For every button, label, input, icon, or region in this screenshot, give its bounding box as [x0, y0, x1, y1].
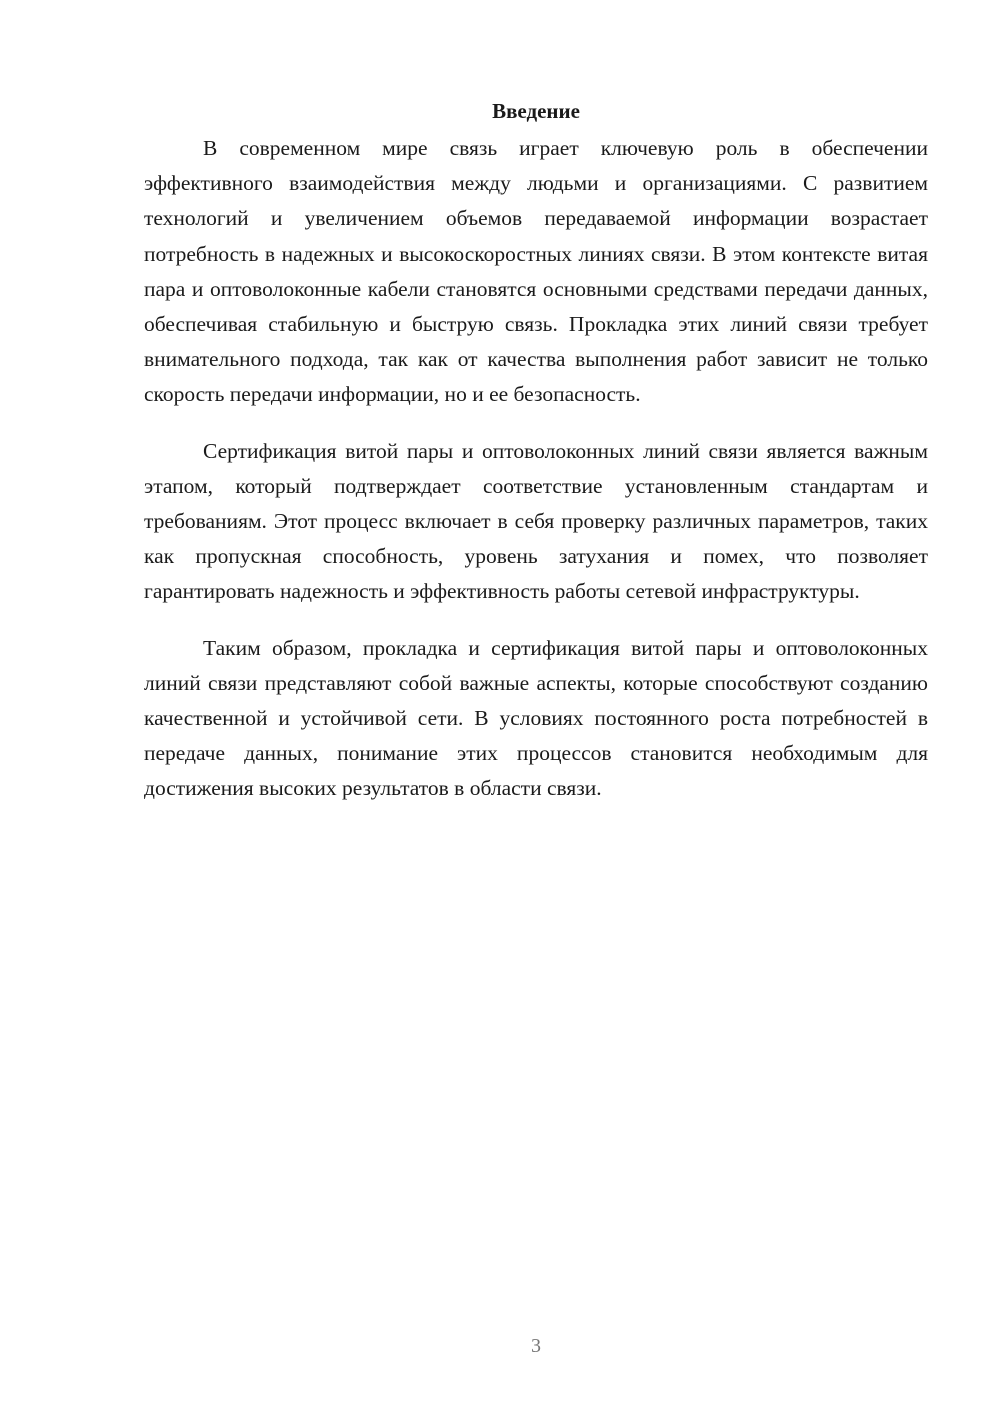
section-title: Введение — [492, 99, 580, 123]
page-content — [144, 96, 928, 807]
paragraph-intro: В современном мире связь играет ключевую роль в обеспечении эффективного взаимодействия между людьми и организациями. С развитием технологий и увеличением объемов передаваемой информации возрастает потребность в надежных и высокоскоростных линиях связи. В этом контексте витая пара и оптоволоконные кабели становятся основными средствами передачи данных, обеспечивая стабильную и быструю связь. Прокладка этих линий связи требует внимательного подхода, так как от качества выполнения работ зависит не только скорость передачи информации, но и ее безопасность. — [144, 136, 928, 407]
paragraph-certification: Сертификация витой пары и оптоволоконных линий связи является важным этапом, который подтверждает соответствие установленным стандартам и требованиям. Этот процесс включает в себя проверку различных параметров, таких как пропускная способность, уровень затухания и помех, что позволяет гарантировать надежность и эффективность работы сетевой инфраструктуры. — [144, 438, 928, 604]
paragraph-conclusion: Таким образом, прокладка и сертификация витой пары и оптоволоконных линий связи представляют собой важные аспекты, которые способствуют созданию качественной и устойчивой сети. В условиях постоянного роста потребностей в передаче данных, понимание этих процессов становится необходимым для достижения высоких результатов в области связи. — [144, 635, 928, 801]
page-number: 3 — [531, 1335, 541, 1357]
